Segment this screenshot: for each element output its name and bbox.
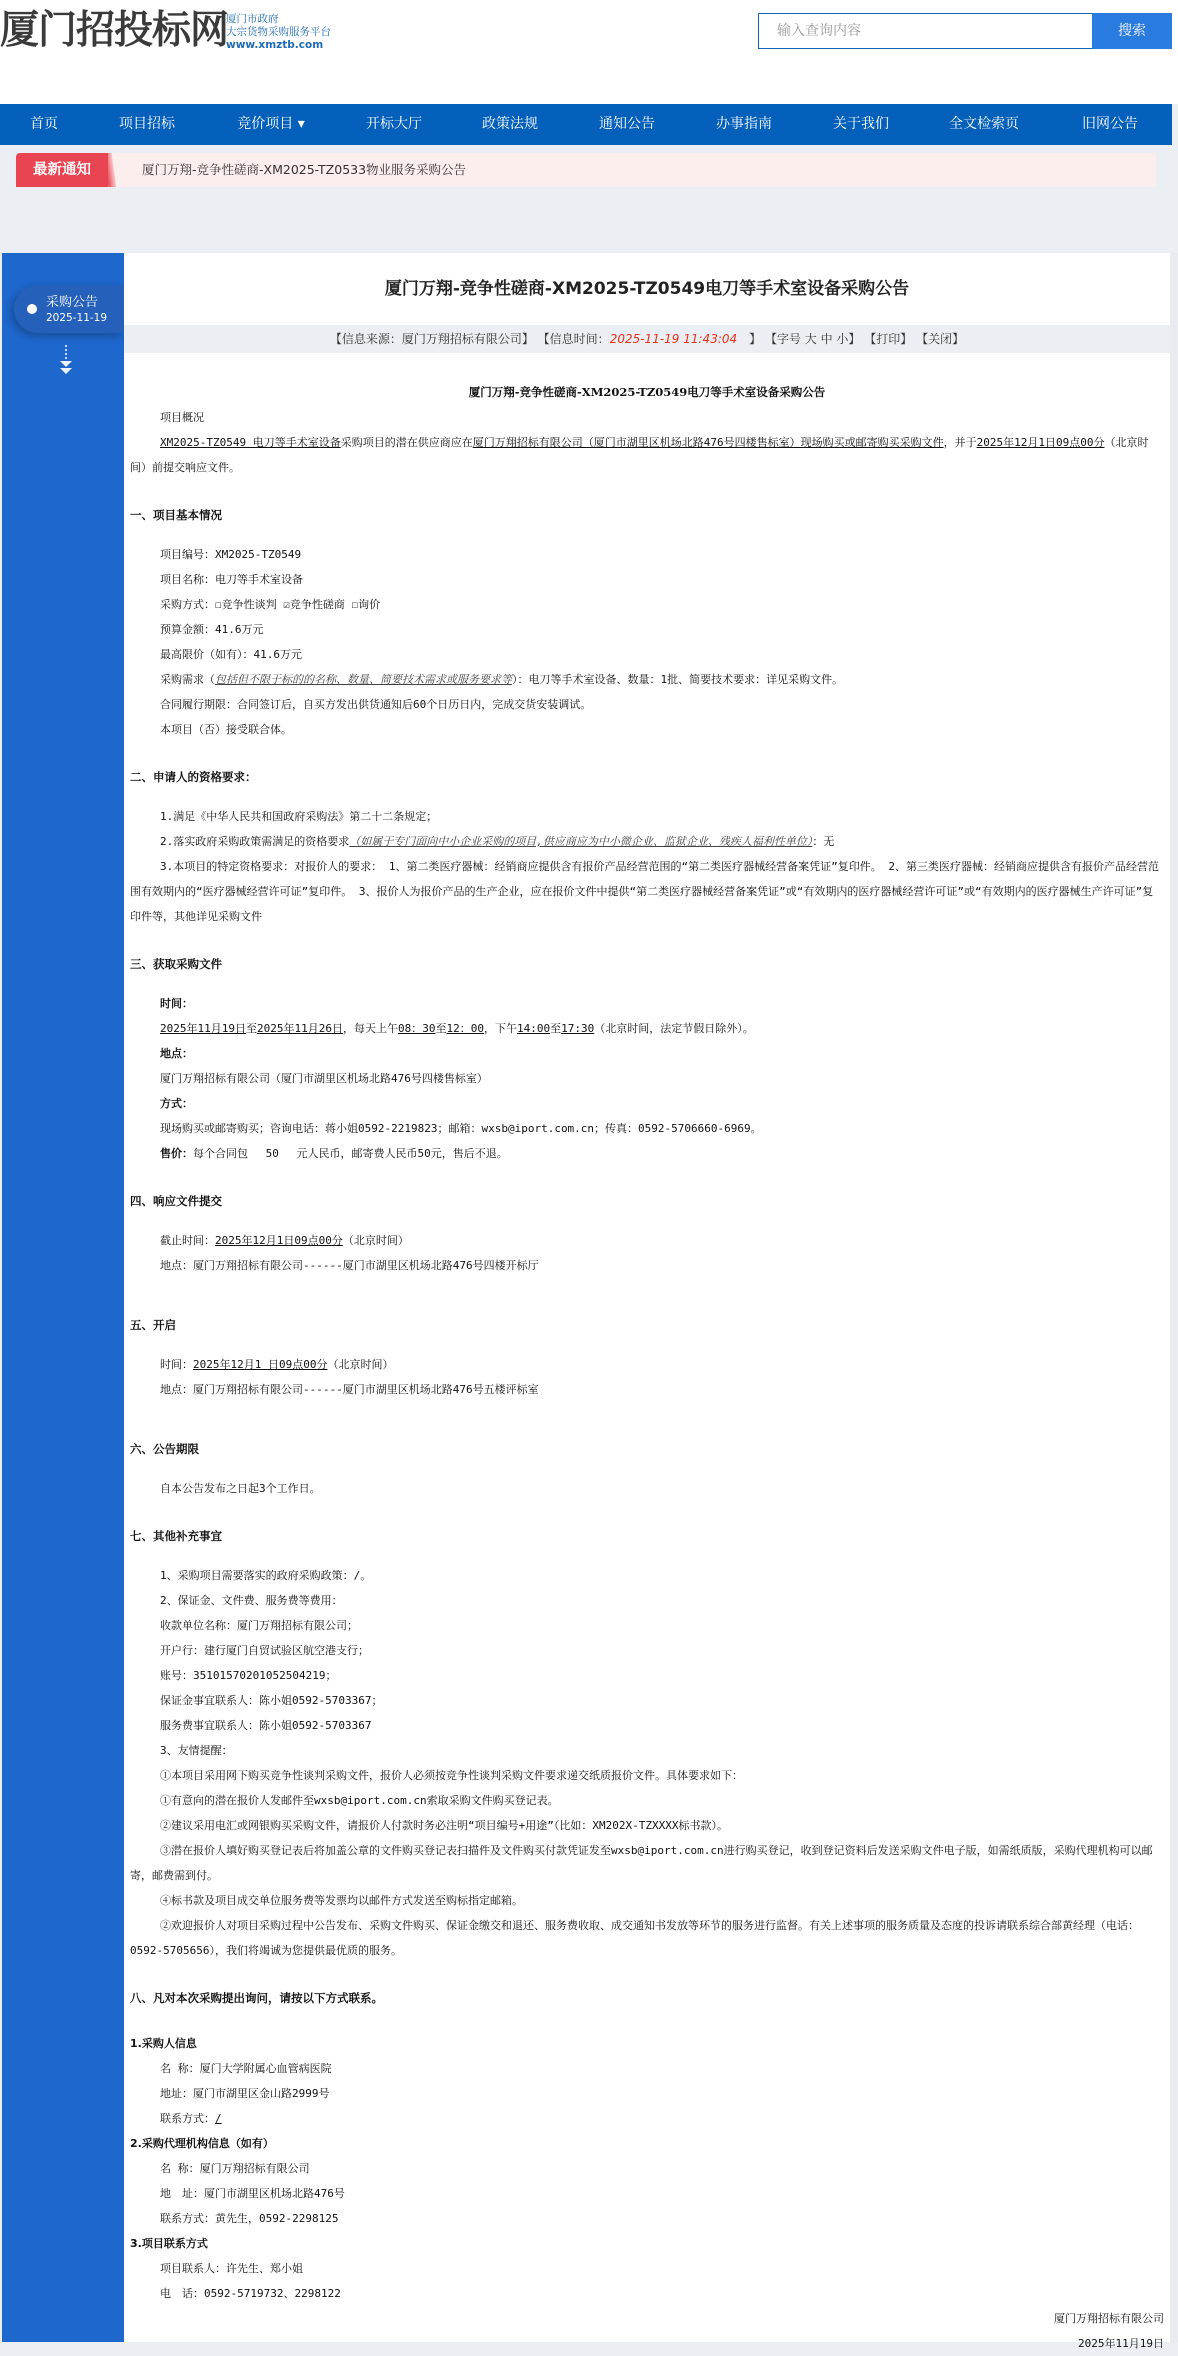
supplementary-item: 收款单位名称：厦门万翔招标有限公司；	[160, 1619, 358, 1632]
supplementary-item: 1、采购项目需要落实的政府采购政策：/。	[160, 1569, 372, 1582]
opening-time	[130, 1352, 1164, 1377]
nav-item[interactable]: 政策法规	[482, 116, 538, 132]
section-heading: 六、公告期限	[130, 1442, 199, 1456]
latest-notice-tag: 最新通知	[16, 153, 108, 187]
time-part: 至	[435, 1022, 447, 1035]
time-part: 14:00	[516, 1022, 551, 1035]
meta-time: 2025-11-19 11:43:04	[609, 332, 738, 346]
procurement-demand	[130, 667, 1164, 692]
supplementary-item: 2、保证金、文件费、服务费等费用：	[160, 1594, 343, 1607]
scrollbar-track[interactable]	[1170, 253, 1178, 2342]
search-button[interactable]: 搜索	[1092, 13, 1172, 49]
supplementary-item: 服务费事宜联系人：陈小姐0592-5703367	[160, 1719, 372, 1732]
sidebar-date: 2025-11-19	[46, 312, 108, 324]
site-header	[0, 0, 1178, 104]
nav-item[interactable]: 办事指南	[716, 116, 772, 132]
tip-item: ③潜在报价人填好购买登记表后将加盖公章的文件购买登记表扫描件及文件购买付款凭证发至wxsb@iport.com.cn进行购买登记，收到登记资料后发送采购文件电子版，如需纸质版，采购代理机构可以邮寄，邮费需到付。	[130, 1844, 1153, 1882]
qualification-3: 3.本项目的特定资格要求：对报价人的要求： 1、第二类医疗器械：经销商应提供含有报价产品经营范围的“第二类医疗器械经营备案凭证”复印件。 2、第三类医疗器械：经销商应提供含有报价产品经营范围有效期内的“医疗器械经营许可证”复印件。 3、报价人为报价产品的生产企业，应在报价文件中提供“第二类医疗器械经营备案凭证”或“有效期内的医疗器械经营许可证”或“有效期内的医疗器械生产许可证”复印件等，其他详见采购文件	[130, 860, 1159, 923]
sidebar	[2, 253, 124, 2342]
time-part: ，每天上午	[342, 1022, 398, 1035]
price-value: 每个合同包 50 元人民币，邮寄费人民币50元，售后不退。	[193, 1147, 508, 1160]
buyer-name: 名 称：厦门大学附属心血管病医院	[160, 2062, 332, 2075]
article-body	[130, 371, 1164, 2356]
budget: 预算金额：41.6万元	[160, 623, 264, 636]
agency-contact: 联系方式：黄先生，0592-2298125	[160, 2212, 339, 2225]
print-button[interactable]: 【打印】	[864, 332, 913, 346]
overview-text-part: 采购项目的潜在供应商应在	[340, 436, 473, 449]
article-meta	[124, 325, 1170, 353]
time-label: 时间：	[160, 997, 193, 1010]
agency-heading: 2.采购代理机构信息（如有）	[130, 2137, 274, 2150]
supplementary-item: 3、友情提醒：	[160, 1744, 233, 1757]
project-ref: XM2025-TZ0549 电刀等手术室设备	[160, 436, 341, 449]
main-nav	[0, 104, 1172, 145]
demand-prefix: 采购需求（	[160, 673, 215, 686]
acquire-method: 现场购买或邮寄购买；咨询电话：蒋小姐0592-2219823；邮箱：wxsb@iport.com.cn；传真：0592-5706660-6969。	[160, 1122, 762, 1135]
logo-sub-line: 大宗货物采购服务平台	[226, 26, 331, 38]
submission-place: 地点：厦门万翔招标有限公司------厦门市湖里区机场北路476号四楼开标厅	[160, 1259, 539, 1272]
supplementary-item: 开户行：建行厦门自贸试验区航空港支行；	[160, 1644, 369, 1657]
contact-value: /	[215, 2112, 222, 2125]
qualification-2	[130, 829, 1164, 854]
nav-item[interactable]: 项目招标	[119, 116, 175, 132]
project-number: 项目编号：XM2025-TZ0549	[160, 548, 302, 561]
opening-label: 时间：	[160, 1358, 193, 1371]
buyer-heading: 1.采购人信息	[130, 2037, 197, 2050]
signature-company: 厦门万翔招标有限公司	[1054, 2312, 1164, 2325]
section-heading: 五、开启	[130, 1318, 176, 1332]
sidebar-category-procurement[interactable]	[14, 285, 124, 333]
section-heading: 八、凡对本次采购提出询问，请按以下方式联系。	[130, 1991, 383, 2005]
project-contact-heading: 3.项目联系方式	[130, 2237, 208, 2250]
meta-time-suffix: 】	[737, 332, 762, 346]
supplementary-item: 账号：35101570201052504219；	[160, 1669, 337, 1682]
demand-note: 包括但不限于标的的名称、数量、简要技术需求或服务要求等	[215, 673, 512, 686]
deadline-suffix: （北京时间）	[342, 1234, 409, 1247]
nav-item[interactable]: 竞价项目 ▾	[237, 116, 305, 132]
consortium: 本项目（否）接受联合体。	[160, 723, 292, 736]
nav-item[interactable]: 全文检索页	[949, 116, 1019, 132]
opening-value: 2025年12月1 日09点00分	[193, 1358, 328, 1371]
announcement-period: 自本公告发布之日起3个工作日。	[160, 1482, 321, 1495]
nav-item[interactable]: 通知公告	[599, 116, 655, 132]
supplementary-item: 保证金事宜联系人：陈小姐0592-5703367；	[160, 1694, 383, 1707]
project-contact-phone: 电 话：0592-5719732、2298122	[160, 2287, 341, 2300]
nav-item[interactable]: 开标大厅	[366, 116, 422, 132]
section-heading: 三、获取采购文件	[130, 957, 222, 971]
supplementary-list	[130, 1563, 1164, 1763]
font-size-control[interactable]: 【字号 大 中 小】	[764, 332, 861, 346]
sidebar-category-label: 采购公告	[46, 295, 99, 310]
qual-prefix: 2.落实政府采购政策需满足的资格要求	[160, 835, 350, 848]
doc-title: 厦门万翔-竞争性磋商-XM2025-TZ0549电刀等手术室设备采购公告	[468, 385, 826, 399]
overview-label: 项目概况	[160, 411, 204, 424]
agency-name: 名 称：厦门万翔招标有限公司	[160, 2162, 310, 2175]
search-input[interactable]	[759, 14, 1092, 48]
logo-url: www.xmztb.com	[226, 39, 324, 51]
qual-note: （如属于专门面向中小企业采购的项目,供应商应为中小微企业、监狱企业、残疾人福利性单位）	[349, 835, 813, 848]
nav-item[interactable]: 关于我们	[833, 116, 889, 132]
overview-text	[130, 430, 1164, 480]
search-box	[758, 13, 1093, 49]
article-title: 厦门万翔-竞争性磋商-XM2025-TZ0549电刀等手术室设备采购公告	[384, 279, 910, 299]
qualification-1: 1.满足《中华人民共和国政府采购法》第二十二条规定；	[160, 810, 438, 823]
close-button[interactable]: 【关闭】	[916, 332, 965, 346]
scroll-down-arrow-icon[interactable]	[60, 345, 72, 374]
tip-item: ④标书款及项目成交单位服务费等发票均以邮件方式发送至购标指定邮箱。	[160, 1894, 523, 1907]
demand-text: ）：电刀等手术室设备、数量：1批、简要技术要求：详见采购文件。	[512, 673, 844, 686]
qual-suffix: ：无	[812, 835, 835, 848]
submission-deadline	[130, 1228, 1164, 1253]
logo-sub-line: 厦门市政府	[226, 13, 279, 25]
deadline-date: 2025年12月1日09点00分	[976, 436, 1105, 449]
contract-period: 合同履行期限：合同签订后，自买方发出供货通知后60个日历日内，完成交货安装调试。	[160, 698, 592, 711]
overview-text-part: （北京时间）前提交响应文件。	[130, 436, 1149, 474]
tip-item: ②建议采用电汇或网银购买采购文件，请报价人付款时务必注明“项目编号+用途”（比如：XM202X-TZXXXX标书款）。	[160, 1819, 728, 1832]
tips-list	[130, 1763, 1164, 1963]
price	[130, 1141, 1164, 1166]
time-part: ，下午	[483, 1022, 517, 1035]
buyer-contact	[130, 2106, 1164, 2131]
acquire-time	[130, 1016, 1164, 1041]
deadline-label: 截止时间：	[160, 1234, 215, 1247]
section-heading: 一、项目基本情况	[130, 508, 222, 522]
overview-text-part: ，并于	[943, 436, 977, 449]
site-logo[interactable]: 厦门招投标网	[0, 8, 229, 53]
dot-icon	[27, 304, 37, 314]
time-part: （北京时间，法定节假日除外）。	[594, 1022, 754, 1035]
tip-item: ①本项目采用网下购买竞争性谈判采购文件，报价人必须按竞争性谈判采购文件要求递交纸质报价文件。具体要求如下：	[160, 1769, 743, 1782]
opening-suffix: （北京时间）	[327, 1358, 394, 1371]
agency-address: 地 址：厦门市湖里区机场北路476号	[160, 2187, 345, 2200]
time-part: 17:30	[561, 1022, 595, 1035]
nav-item[interactable]: 旧网公告	[1082, 116, 1138, 132]
time-part: 至	[245, 1022, 257, 1035]
purchase-location: 厦门万翔招标有限公司（厦门市湖里区机场北路476号四楼售标室）现场购买或邮寄购买采购文件	[472, 436, 944, 449]
time-part: 至	[550, 1022, 562, 1035]
method-label: 方式：	[160, 1097, 193, 1110]
time-part: 2025年11月26日	[256, 1022, 343, 1035]
price-label: 售价：	[160, 1147, 193, 1160]
acquire-place: 厦门万翔招标有限公司（厦门市湖里区机场北路476号四楼售标室）	[160, 1072, 488, 1085]
deadline-value: 2025年12月1日09点00分	[215, 1234, 343, 1247]
section-heading: 七、其他补充事宜	[130, 1529, 222, 1543]
buyer-address: 地址：厦门市湖里区金山路2999号	[160, 2087, 330, 2100]
place-label: 地点：	[160, 1047, 193, 1060]
nav-item[interactable]: 首页	[30, 116, 58, 132]
latest-notice-bar	[16, 153, 1156, 187]
project-name: 项目名称：电刀等手术室设备	[160, 573, 303, 586]
time-part: 08：30	[397, 1022, 436, 1035]
tip-item: ①有意向的潜在报价人发邮件至wxsb@iport.com.cn索取采购文件购买登记表。	[160, 1794, 559, 1807]
tip-item: ②欢迎报价人对项目采购过程中公告发布、采购文件购买、保证金缴交和退还、服务费收取、成交通知书发放等环节的服务进行监督。有关上述事项的服务质量及态度的投诉请联系综合部黄经理（电话：0592-5705656），我们将竭诚为您提供最优质的服务。	[130, 1919, 1139, 1957]
max-price: 最高限价（如有）：41.6万元	[160, 648, 302, 661]
section-heading: 四、响应文件提交	[130, 1194, 222, 1208]
time-part: 12：00	[446, 1022, 484, 1035]
signature-date: 2025年11月19日	[1078, 2337, 1164, 2350]
opening-place: 地点：厦门万翔招标有限公司------厦门市湖里区机场北路476号五楼评标室	[160, 1383, 539, 1396]
project-contact-person: 项目联系人：许先生、郑小姐	[160, 2262, 303, 2275]
contact-label: 联系方式：	[160, 2112, 215, 2125]
article-container	[124, 253, 1170, 2350]
latest-notice-link[interactable]: 厦门万翔-竞争性磋商-XM2025-TZ0533物业服务采购公告	[142, 162, 467, 177]
procurement-method: 采购方式：☐竞争性谈判 ☑竞争性磋商 ☐询价	[160, 598, 381, 611]
logo-subtitle	[226, 13, 331, 52]
meta-source: 【信息来源：厦门万翔招标有限公司】 【信息时间：	[329, 332, 610, 346]
section-heading: 二、申请人的资格要求：	[130, 770, 257, 784]
time-part: 2025年11月19日	[160, 1022, 246, 1035]
